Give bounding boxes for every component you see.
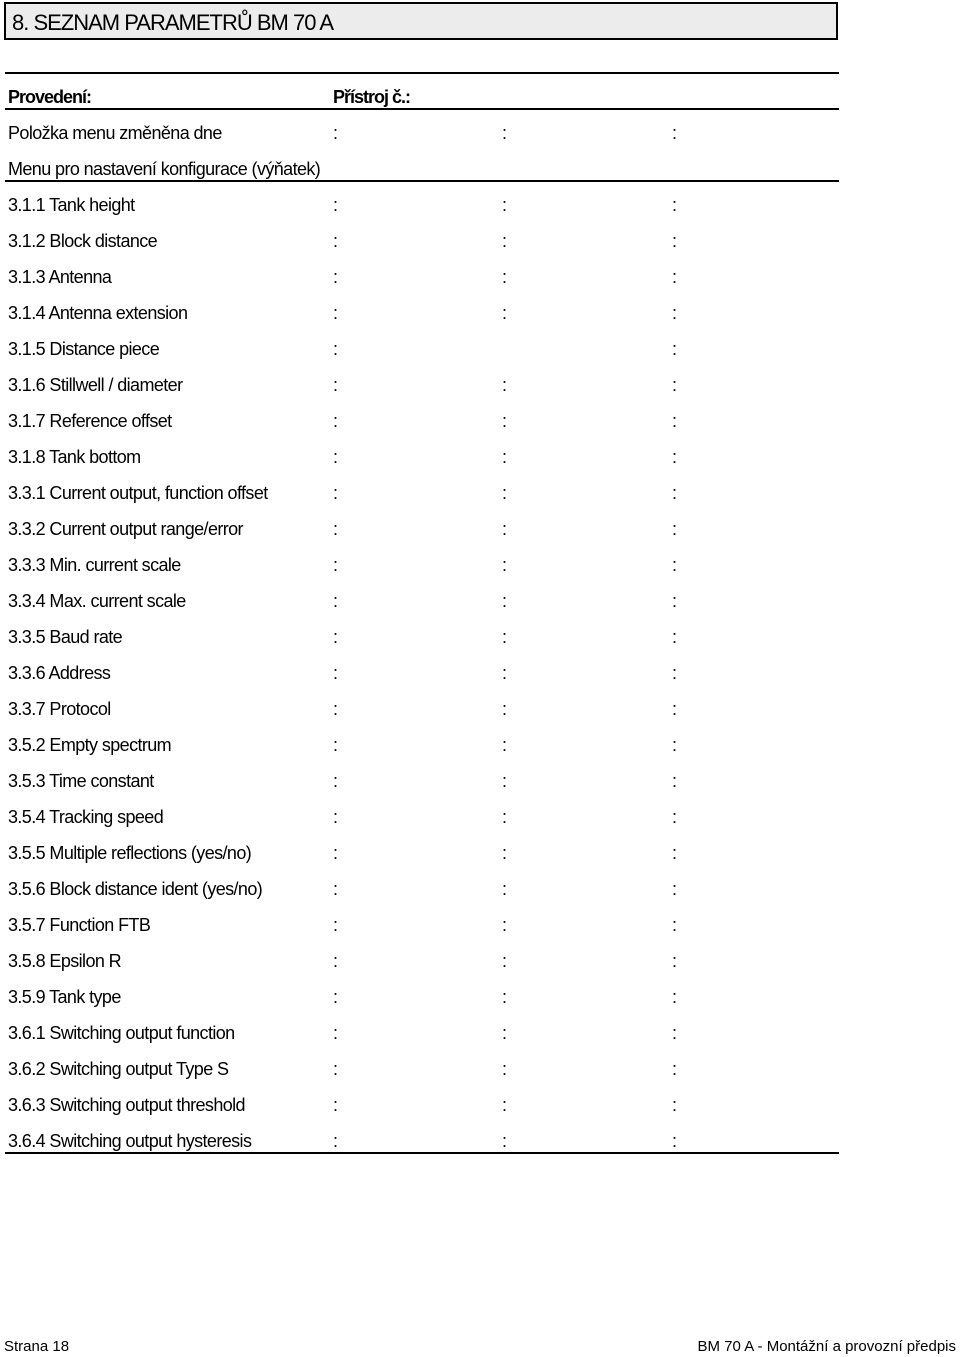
parameter-colon-1: : (333, 555, 339, 575)
parameter-colon-2: : (502, 915, 508, 935)
parameter-colon-2: : (502, 519, 508, 539)
parameter-colon-1: : (333, 231, 339, 251)
parameter-label: 3.1.8 Tank bottom (8, 447, 141, 467)
parameter-colon-1: : (333, 267, 339, 287)
parameter-colon-3: : (672, 915, 678, 935)
parameter-colon-3: : (672, 1131, 678, 1151)
parameter-colon-1: : (333, 879, 339, 899)
parameter-colon-3: : (672, 951, 678, 971)
parameter-colon-3: : (672, 231, 678, 251)
parameter-colon-1: : (333, 735, 339, 755)
parameter-colon-3: : (672, 483, 678, 503)
parameter-colon-3: : (672, 699, 678, 719)
parameter-colon-3: : (672, 591, 678, 611)
polozka-colon-2: : (502, 123, 508, 143)
polozka-colon-3: : (672, 123, 678, 143)
parameter-colon-2: : (502, 411, 508, 431)
parameter-colon-1: : (333, 771, 339, 791)
parameter-colon-1: : (333, 915, 339, 935)
parameter-colon-1: : (333, 807, 339, 827)
parameter-label: 3.5.9 Tank type (8, 987, 121, 1007)
parameter-colon-2: : (502, 555, 508, 575)
parameter-colon-2: : (502, 267, 508, 287)
title-box (4, 2, 838, 40)
parameter-colon-3: : (672, 1023, 678, 1043)
parameter-colon-3: : (672, 807, 678, 827)
parameter-colon-2: : (502, 699, 508, 719)
page-title: 8. SEZNAM PARAMETRŮ BM 70 A (12, 10, 334, 35)
parameter-colon-3: : (672, 627, 678, 647)
parameter-label: 3.5.6 Block distance ident (yes/no) (8, 879, 263, 899)
parameter-colon-3: : (672, 303, 678, 323)
parameter-colon-3: : (672, 879, 678, 899)
parameter-colon-2: : (502, 483, 508, 503)
parameter-colon-3: : (672, 411, 678, 431)
divider-top (5, 72, 839, 74)
parameter-label: 3.1.5 Distance piece (8, 339, 160, 359)
parameter-colon-1: : (333, 951, 339, 971)
parameter-label: 3.3.2 Current output range/error (8, 519, 243, 539)
parameter-colon-3: : (672, 447, 678, 467)
parameter-label: 3.3.5 Baud rate (8, 627, 123, 647)
parameter-colon-2: : (502, 1023, 508, 1043)
parameter-label: 3.6.3 Switching output threshold (8, 1095, 245, 1115)
parameter-colon-1: : (333, 519, 339, 539)
parameter-colon-1: : (333, 303, 339, 323)
parameter-colon-2: : (502, 843, 508, 863)
parameter-label: 3.1.7 Reference offset (8, 411, 172, 431)
parameter-colon-1: : (333, 447, 339, 467)
parameter-colon-3: : (672, 195, 678, 215)
parameter-colon-1: : (333, 375, 339, 395)
parameter-colon-2: : (502, 627, 508, 647)
footer-manual-title: BM 70 A - Montážní a provozní předpis (697, 1338, 956, 1355)
parameter-colon-1: : (333, 411, 339, 431)
parameter-colon-3: : (672, 519, 678, 539)
parameter-colon-3: : (672, 843, 678, 863)
parameter-label: 3.5.5 Multiple reflections (yes/no) (8, 843, 252, 863)
parameter-label: 3.5.3 Time constant (8, 771, 154, 791)
parameter-colon-2: : (502, 771, 508, 791)
parameter-colon-3: : (672, 735, 678, 755)
parameter-colon-1: : (333, 843, 339, 863)
provedeni-label: Provedení: (8, 87, 92, 107)
parameter-label: 3.5.7 Function FTB (8, 915, 151, 935)
polozka-label: Položka menu změněna dne (8, 123, 222, 143)
parameter-label: 3.6.4 Switching output hysteresis (8, 1131, 252, 1151)
parameter-colon-1: : (333, 483, 339, 503)
parameter-colon-2: : (502, 447, 508, 467)
parameter-colon-2: : (502, 591, 508, 611)
parameter-colon-2: : (502, 303, 508, 323)
menu-heading: Menu pro nastavení konfigurace (výňatek) (8, 159, 321, 179)
parameter-colon-2: : (502, 807, 508, 827)
parameter-colon-3: : (672, 987, 678, 1007)
parameter-label: 3.5.2 Empty spectrum (8, 735, 172, 755)
parameter-colon-3: : (672, 375, 678, 395)
parameter-colon-3: : (672, 1095, 678, 1115)
parameter-label: 3.1.6 Stillwell / diameter (8, 375, 183, 395)
divider-bottom (5, 1152, 839, 1154)
parameter-colon-2: : (502, 231, 508, 251)
parameter-label: 3.3.1 Current output, function offset (8, 483, 268, 503)
parameter-colon-2: : (502, 375, 508, 395)
parameter-colon-3: : (672, 771, 678, 791)
parameter-colon-1: : (333, 627, 339, 647)
parameter-label: 3.6.2 Switching output Type S (8, 1059, 229, 1079)
divider-header (5, 108, 839, 110)
parameter-colon-2: : (502, 951, 508, 971)
parameter-label: 3.1.3 Antenna (8, 267, 112, 287)
parameter-colon-2: : (502, 1131, 508, 1151)
parameter-label: 3.6.1 Switching output function (8, 1023, 235, 1043)
parameter-colon-1: : (333, 1131, 339, 1151)
parameter-colon-2: : (502, 1095, 508, 1115)
parameter-colon-1: : (333, 591, 339, 611)
parameter-colon-2: : (502, 1059, 508, 1079)
parameter-label: 3.1.4 Antenna extension (8, 303, 188, 323)
parameter-colon-3: : (672, 663, 678, 683)
footer-page-label: Strana 18 (4, 1338, 70, 1355)
parameter-colon-1: : (333, 699, 339, 719)
parameter-label: 3.3.4 Max. current scale (8, 591, 186, 611)
parameter-colon-1: : (333, 1059, 339, 1079)
parameter-label: 3.1.2 Block distance (8, 231, 158, 251)
parameter-colon-3: : (672, 267, 678, 287)
parameter-colon-2: : (502, 987, 508, 1007)
parameter-label: 3.1.1 Tank height (8, 195, 135, 215)
parameter-colon-2: : (502, 735, 508, 755)
parameter-label: 3.3.6 Address (8, 663, 111, 683)
parameter-colon-2: : (502, 663, 508, 683)
parameter-colon-3: : (672, 339, 678, 359)
parameter-colon-3: : (672, 555, 678, 575)
parameter-colon-1: : (333, 195, 339, 215)
parameter-colon-2: : (502, 879, 508, 899)
parameter-label: 3.5.4 Tracking speed (8, 807, 164, 827)
parameter-colon-1: : (333, 1095, 339, 1115)
pristroj-label: Přístroj č.: (333, 87, 411, 107)
parameter-colon-2: : (502, 195, 508, 215)
parameter-colon-1: : (333, 1023, 339, 1043)
parameter-label: 3.5.8 Epsilon R (8, 951, 122, 971)
divider-menu (5, 180, 839, 182)
parameter-colon-1: : (333, 987, 339, 1007)
parameter-label: 3.3.7 Protocol (8, 699, 111, 719)
parameter-colon-3: : (672, 1059, 678, 1079)
polozka-colon-1: : (333, 123, 339, 143)
parameter-colon-1: : (333, 663, 339, 683)
parameter-colon-1: : (333, 339, 339, 359)
parameter-label: 3.3.3 Min. current scale (8, 555, 181, 575)
